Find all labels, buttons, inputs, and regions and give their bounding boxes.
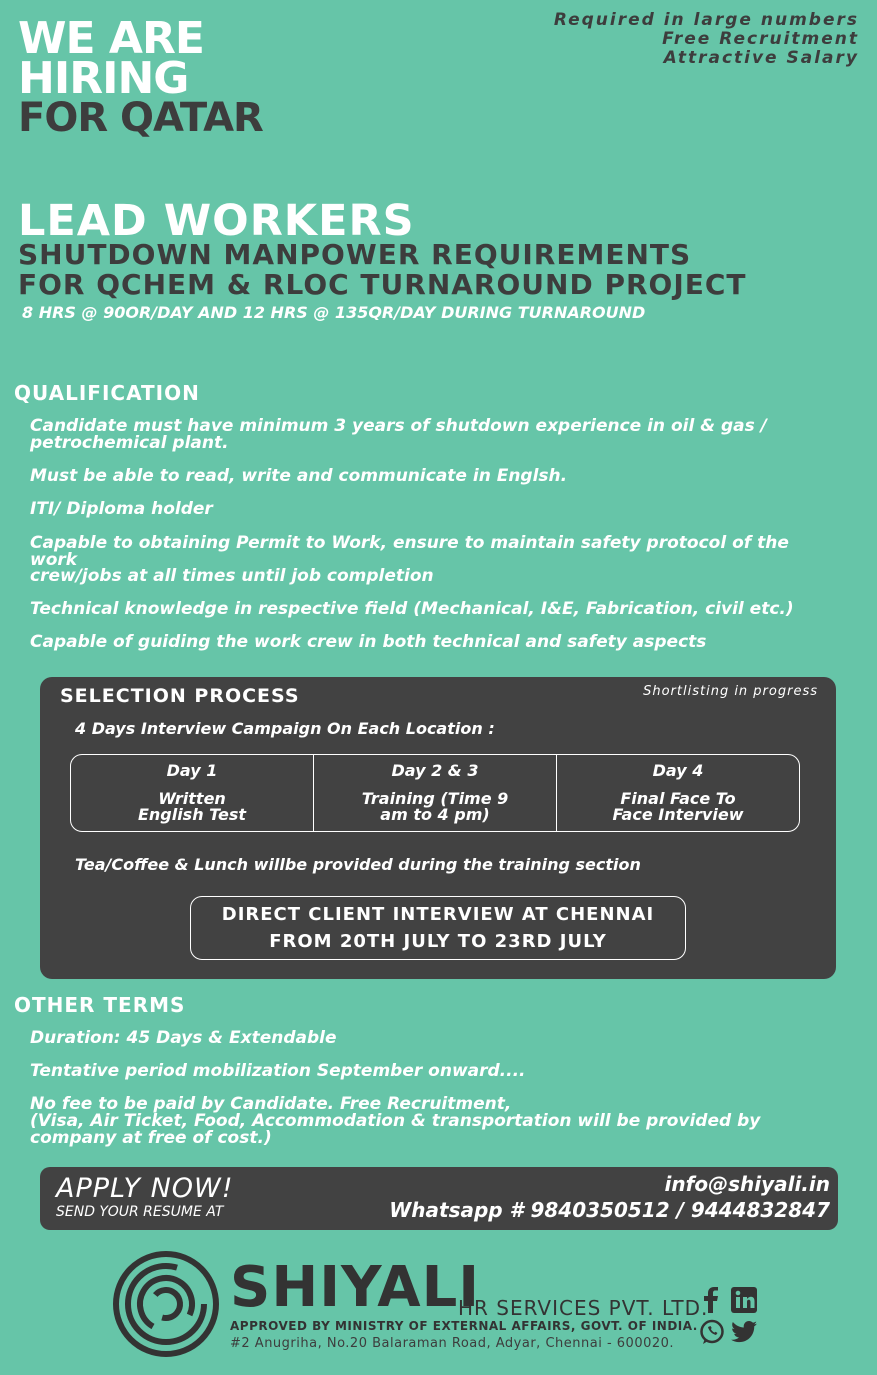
term-item: Tentative period mobilization September onward.... — [30, 1061, 526, 1081]
day-cell — [71, 755, 313, 831]
term-item: Duration: 45 Days & Extendable — [30, 1028, 337, 1048]
interview-days-table — [70, 754, 800, 832]
company-suffix: HR SERVICES PVT. LTD. — [458, 1296, 709, 1320]
whatsapp-numbers[interactable]: Whatsapp # 9840350512 / 9444832847 — [389, 1198, 830, 1222]
day-label: Day 1 — [166, 761, 218, 780]
qualification-item: Must be able to read, write and communicate in Englsh. — [30, 466, 568, 486]
linkedin-icon[interactable] — [731, 1287, 757, 1313]
day-description-line: Face Interview — [612, 805, 744, 824]
job-title: LEAD WORKERS — [18, 196, 415, 246]
day-label: Day 4 — [652, 761, 704, 780]
qualification-item: work — [30, 550, 78, 570]
qualification-item: Capable to obtaining Permit to Work, ensure to maintain safety protocol of the — [30, 533, 789, 553]
day-description-line: am to 4 pm) — [380, 805, 490, 824]
tagline-large-numbers: Required in large numbers — [553, 10, 859, 30]
selection-process-panel — [40, 677, 836, 979]
term-item: (Visa, Air Ticket, Food, Accommodation & transportation will be provided by — [30, 1111, 761, 1131]
interview-location: DIRECT CLIENT INTERVIEW AT CHENNAI — [221, 904, 655, 925]
qualification-heading: QUALIFICATION — [14, 381, 200, 405]
day-cell — [556, 755, 799, 831]
refreshments-note: Tea/Coffee & Lunch willbe provided during the training section — [75, 855, 641, 874]
job-subtitle-line2: FOR QCHEM & RLOC TURNAROUND PROJECT — [18, 268, 747, 301]
day-description — [314, 791, 556, 823]
company-approval: APPROVED BY MINISTRY OF EXTERNAL AFFAIRS, GOVT. OF INDIA. — [230, 1319, 698, 1333]
day-description-line: Training (Time 9 — [361, 789, 509, 808]
day-description — [557, 791, 799, 823]
pay-rate: 8 HRS @ 90OR/DAY AND 12 HRS @ 135QR/DAY DURING TURNAROUND — [22, 303, 646, 322]
interview-campaign-text: 4 Days Interview Campaign On Each Location : — [75, 719, 495, 738]
day-cell — [313, 755, 556, 831]
day-description — [71, 791, 313, 823]
other-terms-heading: OTHER TERMS — [14, 993, 186, 1017]
hero-heading-line3: FOR QATAR — [18, 95, 263, 141]
qualification-item: crew/jobs at all times until job completion — [30, 566, 434, 586]
hero-heading-line2: HIRING — [18, 53, 189, 104]
qualification-item: Candidate must have minimum 3 years of shutdown experience in oil & gas / — [30, 416, 767, 436]
day-label: Day 2 & 3 — [391, 761, 479, 780]
twitter-icon[interactable] — [731, 1321, 757, 1343]
term-item: No fee to be paid by Candidate. Free Recruitment, — [30, 1094, 512, 1114]
qualification-item: petrochemical plant. — [30, 433, 229, 453]
apply-instruction: SEND YOUR RESUME AT — [56, 1204, 224, 1220]
apply-now-heading: APPLY NOW! — [56, 1173, 234, 1204]
company-name: SHIYALI — [230, 1255, 481, 1320]
whatsapp-icon[interactable] — [699, 1319, 725, 1345]
term-item: company at free of cost.) — [30, 1128, 272, 1148]
qualification-item: Technical knowledge in respective field (Mechanical, I&E, Fabrication, civil etc.) — [30, 599, 794, 619]
tagline-attractive-salary: Attractive Salary — [663, 48, 859, 68]
apply-panel — [40, 1167, 838, 1230]
client-interview-banner — [190, 896, 686, 960]
hero-heading-line1: WE ARE — [18, 13, 204, 64]
job-subtitle-line1: SHUTDOWN MANPOWER REQUIREMENTS — [18, 238, 692, 271]
qualification-item: Capable of guiding the work crew in both technical and safety aspects — [30, 632, 707, 652]
facebook-icon[interactable] — [701, 1287, 721, 1313]
tagline-free-recruitment: Free Recruitment — [662, 29, 859, 49]
day-description-line: English Test — [137, 805, 247, 824]
contact-email-link[interactable]: info@shiyali.in — [664, 1172, 830, 1196]
company-logo-icon — [112, 1250, 220, 1358]
interview-dates: FROM 20TH JULY TO 23RD JULY — [269, 931, 607, 952]
selection-heading: SELECTION PROCESS — [60, 685, 300, 707]
day-description-line: Written — [158, 789, 226, 808]
selection-status: Shortlisting in progress — [643, 684, 818, 699]
qualification-item: ITI/ Diploma holder — [30, 499, 213, 519]
company-address: #2 Anugriha, No.20 Balaraman Road, Adyar, Chennai - 600020. — [230, 1336, 675, 1351]
day-description-line: Final Face To — [620, 789, 736, 808]
